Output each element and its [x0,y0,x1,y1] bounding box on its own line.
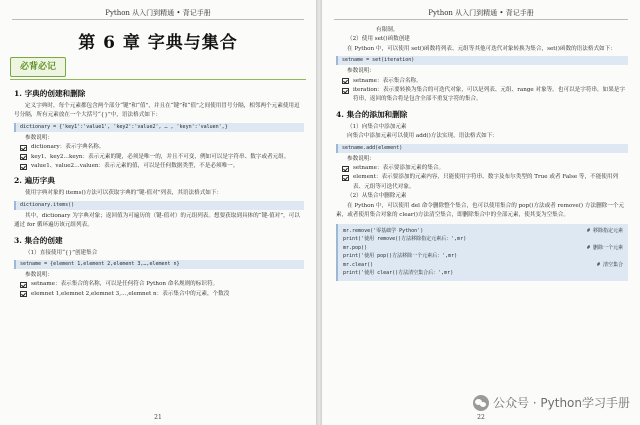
checkbox-icon [342,88,349,94]
must-memorize-badge: 必背必记 [10,57,66,77]
section-title: 3. 集合的创建 [14,235,63,245]
param-item: element：表示要添加的元素内容，只能使用字符串、数字及布尔类型的 True 或者 False 等，不能使用列表、元组等可迭代对象。 [336,173,628,192]
param-item: setname：表示集合名称。 [336,77,628,86]
section-title: 4. 集合的添加和删除 [336,109,408,119]
params-label: 参数说明： [25,134,53,141]
running-header: Python 从入门到精通 • 背记手册 [105,9,211,17]
code-line: print('使用 pop()方法移除一个元素后：',mr) [343,253,458,260]
paragraph: 在 Python 中，可以使用 del 命令删除整个集合，也可以使用集合的 pop()方法或者 remove() 方法删除一个元素，或者使用集合对象的 clear()方法清空集合，即删除集合中的全部元素，使其变为空集合。 [336,202,625,219]
left-content [14,84,304,299]
watermark [473,394,630,411]
running-header: Python 从入门到精通 • 背记手册 [428,9,534,17]
code-syntax: dictionary = {'key1':'value1', 'key2':'value2', … , 'keyn':'valuen',} [14,123,304,132]
param-item: setname：表示集合的名称，可以是任何符合 Python 命名规则的标识符。 [14,280,304,289]
params-label: 参数说明： [347,155,375,162]
section-title: 1. 字典的创建和删除 [14,89,86,98]
paragraph: 其中，dictionary 为字典对象；返回值为可遍历的（键-值对）的元组列表。想要获取到具体的“键-值对”，可以通过 for 循环遍历该元组列表。 [14,212,300,229]
right-content [336,26,628,284]
code-syntax: setname.add(element) [336,144,628,153]
right-page [322,0,640,425]
code-syntax: dictionary.items() [14,201,304,210]
paragraph: 向集合中添加元素可以使用 add()方法实现，语法格式如下： [347,133,498,140]
header-rule [334,19,628,20]
checkbox-icon [20,164,27,170]
continued-text: 有限制。 [376,27,399,33]
checkbox-icon [342,166,349,172]
wechat-icon [473,395,489,411]
page-number: 22 [477,414,485,421]
page-number: 21 [154,414,162,421]
checkbox-icon [342,78,349,84]
checkbox-icon [20,154,27,160]
code-line: print('使用 clear()方法清空集合后：',mr) [343,270,454,277]
section-title: 2. 遍历字典 [14,176,55,186]
code-line: mr.remove('零基础学 Python') # 移除指定元素 [343,227,623,234]
params-label: 参数说明： [25,272,53,279]
paragraph: 定义字典时，每个元素都包含两个部分“键”和“值”，并且在“键”和“值”之间使用冒号分隔，相邻两个元素使用逗号分隔，所有元素放在一个大括号“{}”中，语法格式如下： [14,103,300,119]
param-item: iteration：表示要转换为集合的可迭代对象，可以是列表、元组、range 对象等。也可以是字符串，如果是字符串，返回的集合将是包含全部不重复字符的集合。 [336,86,628,105]
checkbox-icon [342,175,349,181]
subsection-title: （1）向集合中添加元素 [347,123,407,130]
badge-rule [10,79,306,80]
code-syntax: setname = {element 1,element 2,element 3,…,element n} [14,260,304,269]
param-item: elemnet 1,elemnet 2,elemnet 3,…,elemnet n：表示集合中的元素，个数没 [14,290,304,299]
params-label: 参数说明： [347,68,375,75]
checkbox-icon [20,282,27,288]
param-item: setname：表示要添加元素的集合。 [336,164,628,173]
paragraph: 使用字典对象的 items()方法可以获取字典的“键-值对”列表，其语法格式如下： [25,190,223,197]
param-item: key1、key2…keyn：表示元素的键，必须是唯一的，并且不可变，例如可以是字符串、数字或者元组。 [14,153,304,162]
code-syntax: setname = set(iteration) [336,56,628,65]
subsection-title: （1）直接使用“{}”创建集合 [25,249,98,256]
watermark-text: 公众号 · Python学习手册 [492,396,630,410]
left-page [0,0,316,425]
paragraph: 在 Python 中，可以使用 set()函数将列表、元组等其他可迭代对象转换为集合，set()函数的语法格式如下： [347,45,616,52]
subsection-title: （2）从集合中删除元素 [347,193,407,200]
param-item: dictionary：表示字典名称。 [14,143,304,152]
header-rule [12,19,304,20]
code-block [336,224,628,282]
code-line: mr.pop() # 删除一个元素 [343,244,623,251]
code-line: print('使用 remove()方法移除指定元素后：',mr) [343,236,467,243]
checkbox-icon [20,145,27,151]
subsection-title: （2）使用 set()函数创建 [347,36,410,43]
code-line: mr.clear() # 清空集合 [343,261,623,268]
param-item: value1、value2…valuen：表示元素的值，可以是任何数据类型，不是必须唯一。 [14,162,304,171]
checkbox-icon [20,291,27,297]
chapter-title: 第 6 章 字典与集合 [78,33,238,53]
